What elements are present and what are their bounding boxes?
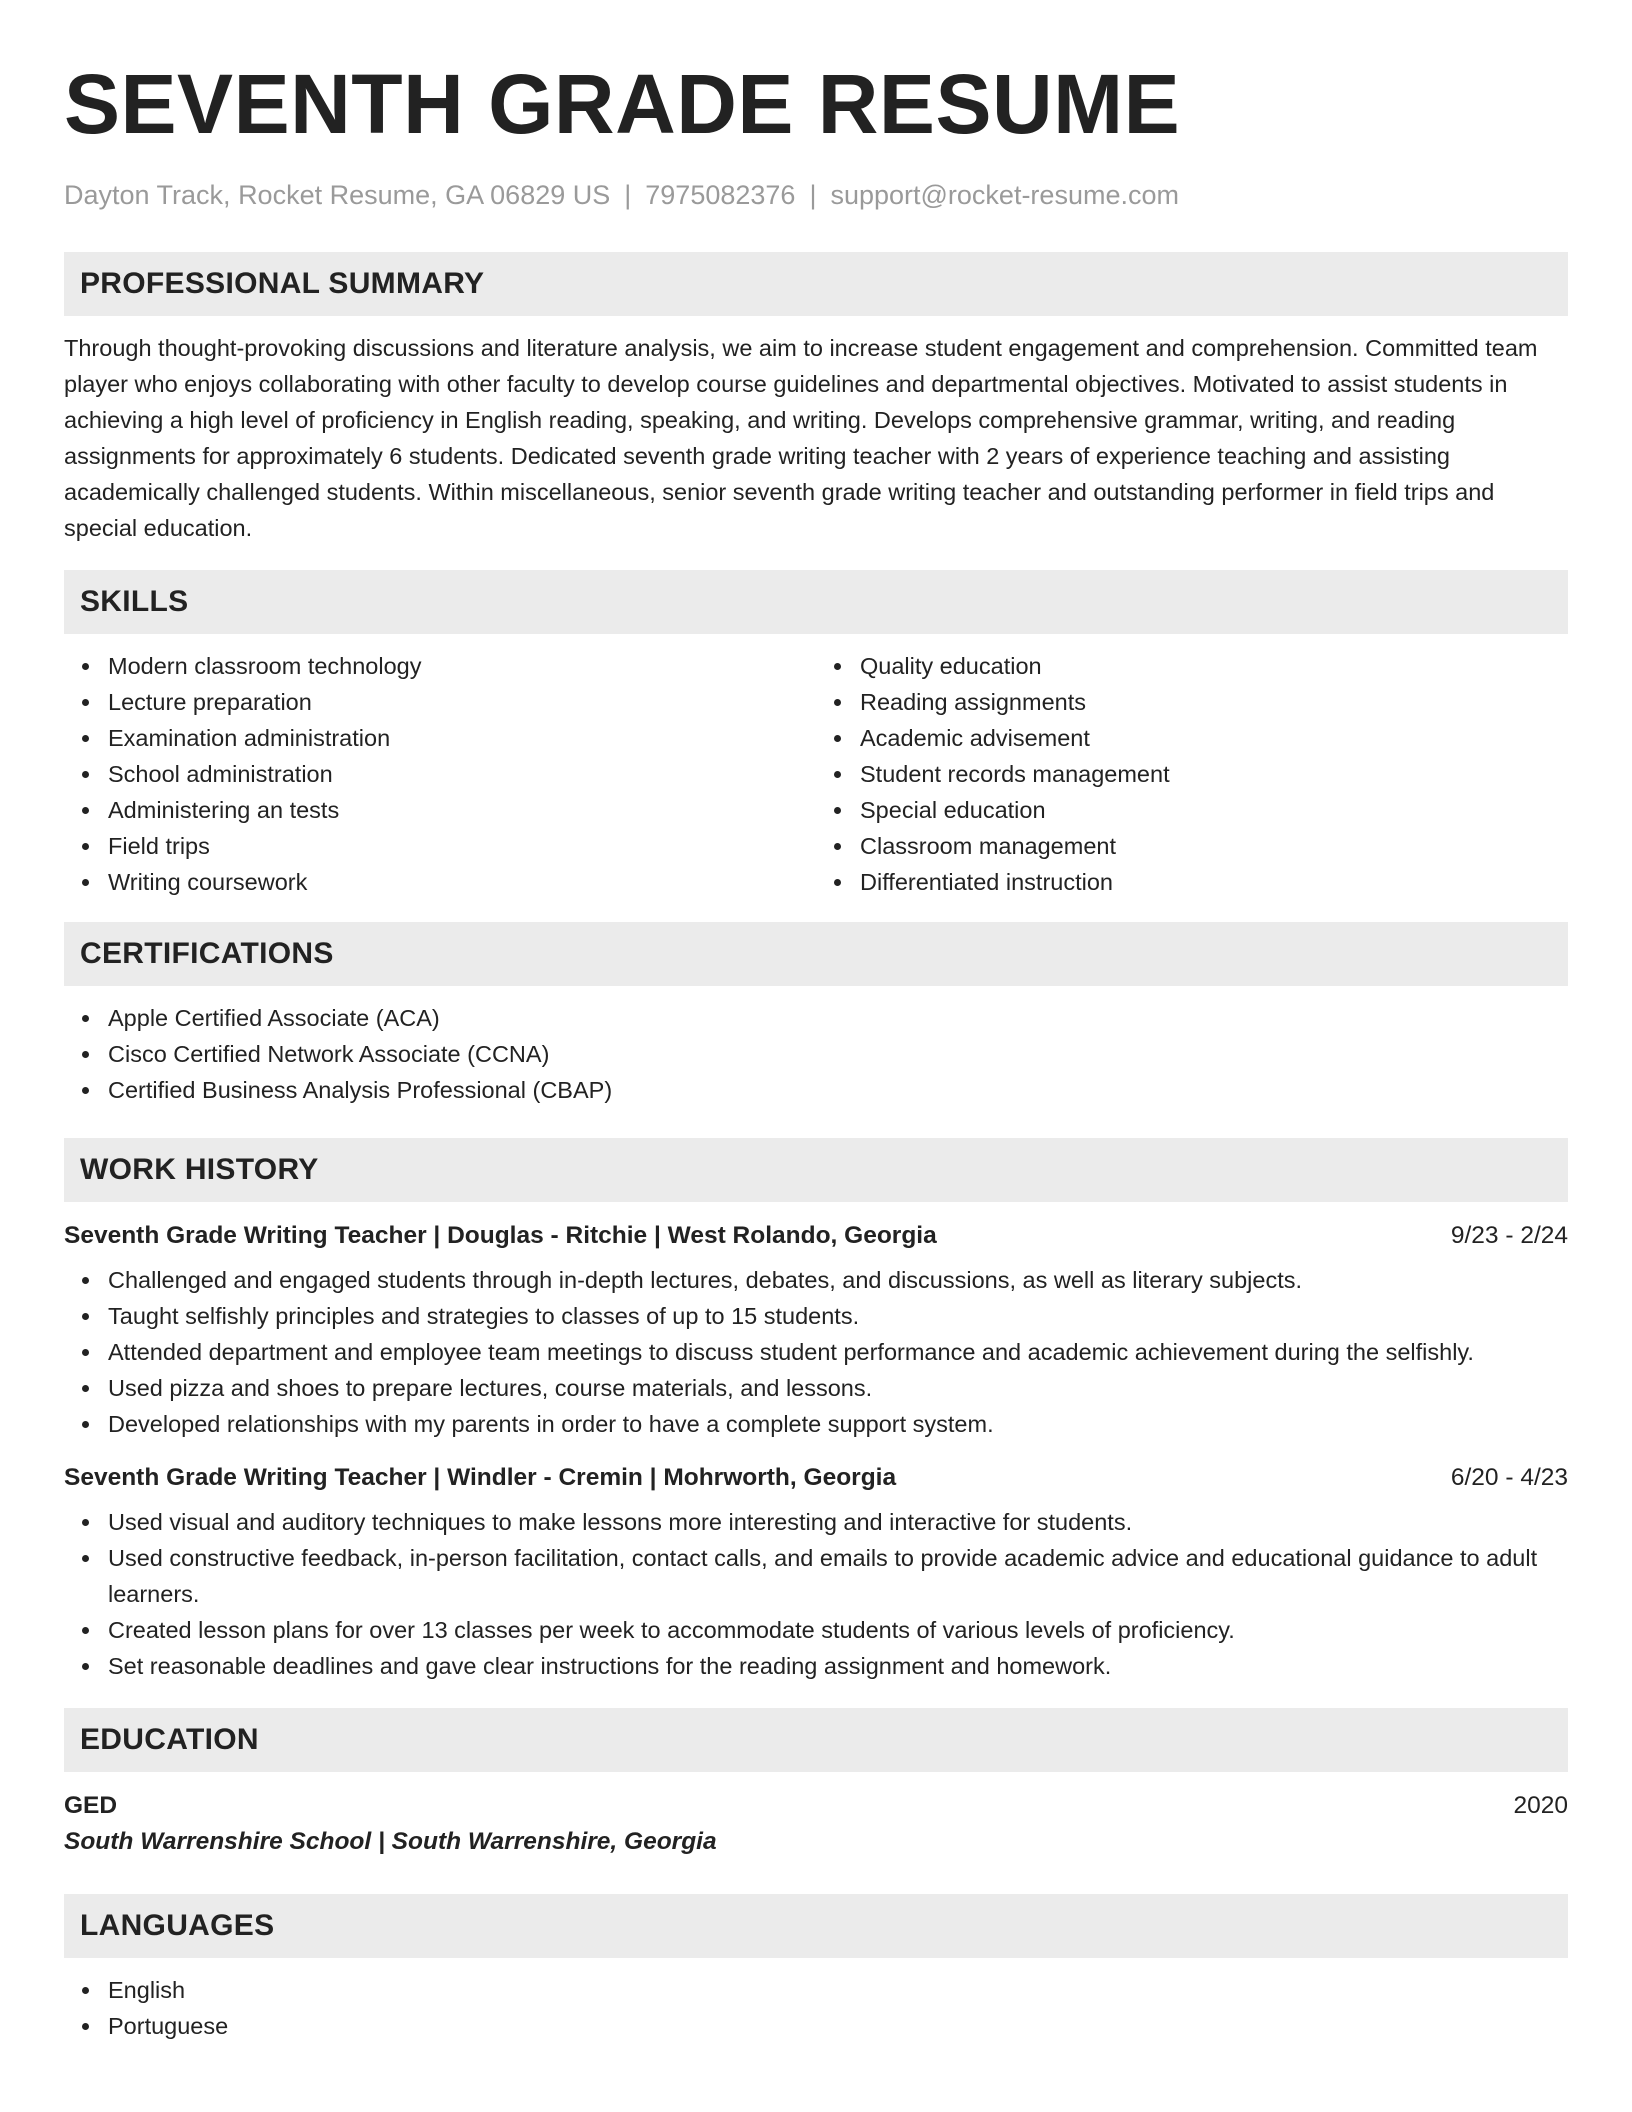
job-header [64, 1218, 1568, 1254]
skill-item: School administration [108, 756, 816, 792]
languages-heading: LANGUAGES [64, 1894, 1568, 1958]
work-history-heading: WORK HISTORY [64, 1138, 1568, 1202]
skill-item: Academic advisement [860, 720, 1568, 756]
skill-item: Quality education [860, 648, 1568, 684]
skills-heading: SKILLS [64, 570, 1568, 634]
job-bullet: Developed relationships with my parents in order to have a complete support system. [108, 1406, 1568, 1442]
resume-title: SEVENTH GRADE RESUME [64, 57, 1181, 151]
job-bullet: Used pizza and shoes to prepare lectures, course materials, and lessons. [108, 1370, 1568, 1406]
job-bullet: Taught selfishly principles and strategies to classes of up to 15 students. [108, 1298, 1568, 1334]
job-dates: 9/23 - 2/24 [1450, 1222, 1568, 1249]
job-bullets [64, 1262, 1568, 1442]
skill-item: Writing coursework [108, 864, 816, 900]
skill-item: Examination administration [108, 720, 816, 756]
contact-separator: | [624, 180, 632, 210]
job-title: Seventh Grade Writing Teacher | Windler - Cremin | Mohrworth, Georgia [64, 1464, 897, 1491]
skill-item: Student records management [860, 756, 1568, 792]
skill-item: Reading assignments [860, 684, 1568, 720]
job-entry [64, 1460, 1568, 1684]
job-bullets [64, 1504, 1568, 1684]
job-dates: 6/20 - 4/23 [1450, 1464, 1568, 1491]
job-bullet: Challenged and engaged students through in-depth lectures, debates, and discussions, as well as literary subjects. [108, 1262, 1568, 1298]
skills-column-left [64, 648, 816, 900]
language-item: Portuguese [108, 2008, 1568, 2044]
summary-text: Through thought-provoking discussions and literature analysis, we aim to increase student engagement and comprehension. Committed team player who enjoys collaborating with other faculty to develop course guidelines and departmental objectives. Motivated to assist students in achieving a high level of proficiency in English reading, speaking, and writing. Develops comprehensive grammar, writing, and reading assignments for approximately 6 students. Dedicated seventh grade writing teacher with 2 years of experience teaching and assisting academically challenged students. Within miscellaneous, senior seventh grade writing teacher and outstanding performer in field trips and special education. [64, 335, 1538, 541]
job-bullet: Created lesson plans for over 13 classes per week to accommodate students of various levels of proficiency. [108, 1612, 1568, 1648]
job-entry [64, 1218, 1568, 1442]
education-year: 2020 [1513, 1792, 1568, 1819]
contact-email: support@rocket-resume.com [830, 180, 1179, 210]
contact-line [64, 178, 1568, 212]
skill-item: Lecture preparation [108, 684, 816, 720]
job-bullet: Used visual and auditory techniques to make lessons more interesting and interactive for students. [108, 1504, 1568, 1540]
certifications-list [64, 1000, 1568, 1108]
education-header [64, 1788, 1568, 1824]
job-bullet: Attended department and employee team meetings to discuss student performance and academic achievement during the selfishly. [108, 1334, 1568, 1370]
certification-item: Certified Business Analysis Professional (CBAP) [108, 1072, 1568, 1108]
skills-list [64, 634, 1568, 900]
skill-item: Differentiated instruction [860, 864, 1568, 900]
skills-column-right [816, 648, 1568, 900]
certification-item: Cisco Certified Network Associate (CCNA) [108, 1036, 1568, 1072]
education-heading: EDUCATION [64, 1708, 1568, 1772]
job-title: Seventh Grade Writing Teacher | Douglas - Ritchie | West Rolando, Georgia [64, 1222, 937, 1249]
education-school: South Warrenshire School | South Warrenshire, Georgia [64, 1828, 717, 1855]
contact-separator: | [809, 180, 817, 210]
certifications-heading: CERTIFICATIONS [64, 922, 1568, 986]
languages-list [64, 1972, 1568, 2044]
education-degree: GED [64, 1792, 118, 1819]
job-bullet: Set reasonable deadlines and gave clear instructions for the reading assignment and homework. [108, 1648, 1568, 1684]
language-item: English [108, 1972, 1568, 2008]
summary-heading: PROFESSIONAL SUMMARY [64, 252, 1568, 316]
skill-item: Administering an tests [108, 792, 816, 828]
job-header [64, 1460, 1568, 1496]
skill-item: Classroom management [860, 828, 1568, 864]
skill-item: Special education [860, 792, 1568, 828]
job-bullet: Used constructive feedback, in-person facilitation, contact calls, and emails to provide academic advice and educational guidance to adult learners. [108, 1540, 1568, 1612]
certification-item: Apple Certified Associate (ACA) [108, 1000, 1568, 1036]
skill-item: Field trips [108, 828, 816, 864]
skill-item: Modern classroom technology [108, 648, 816, 684]
contact-phone: 7975082376 [645, 180, 796, 210]
contact-address: Dayton Track, Rocket Resume, GA 06829 US [64, 180, 611, 210]
